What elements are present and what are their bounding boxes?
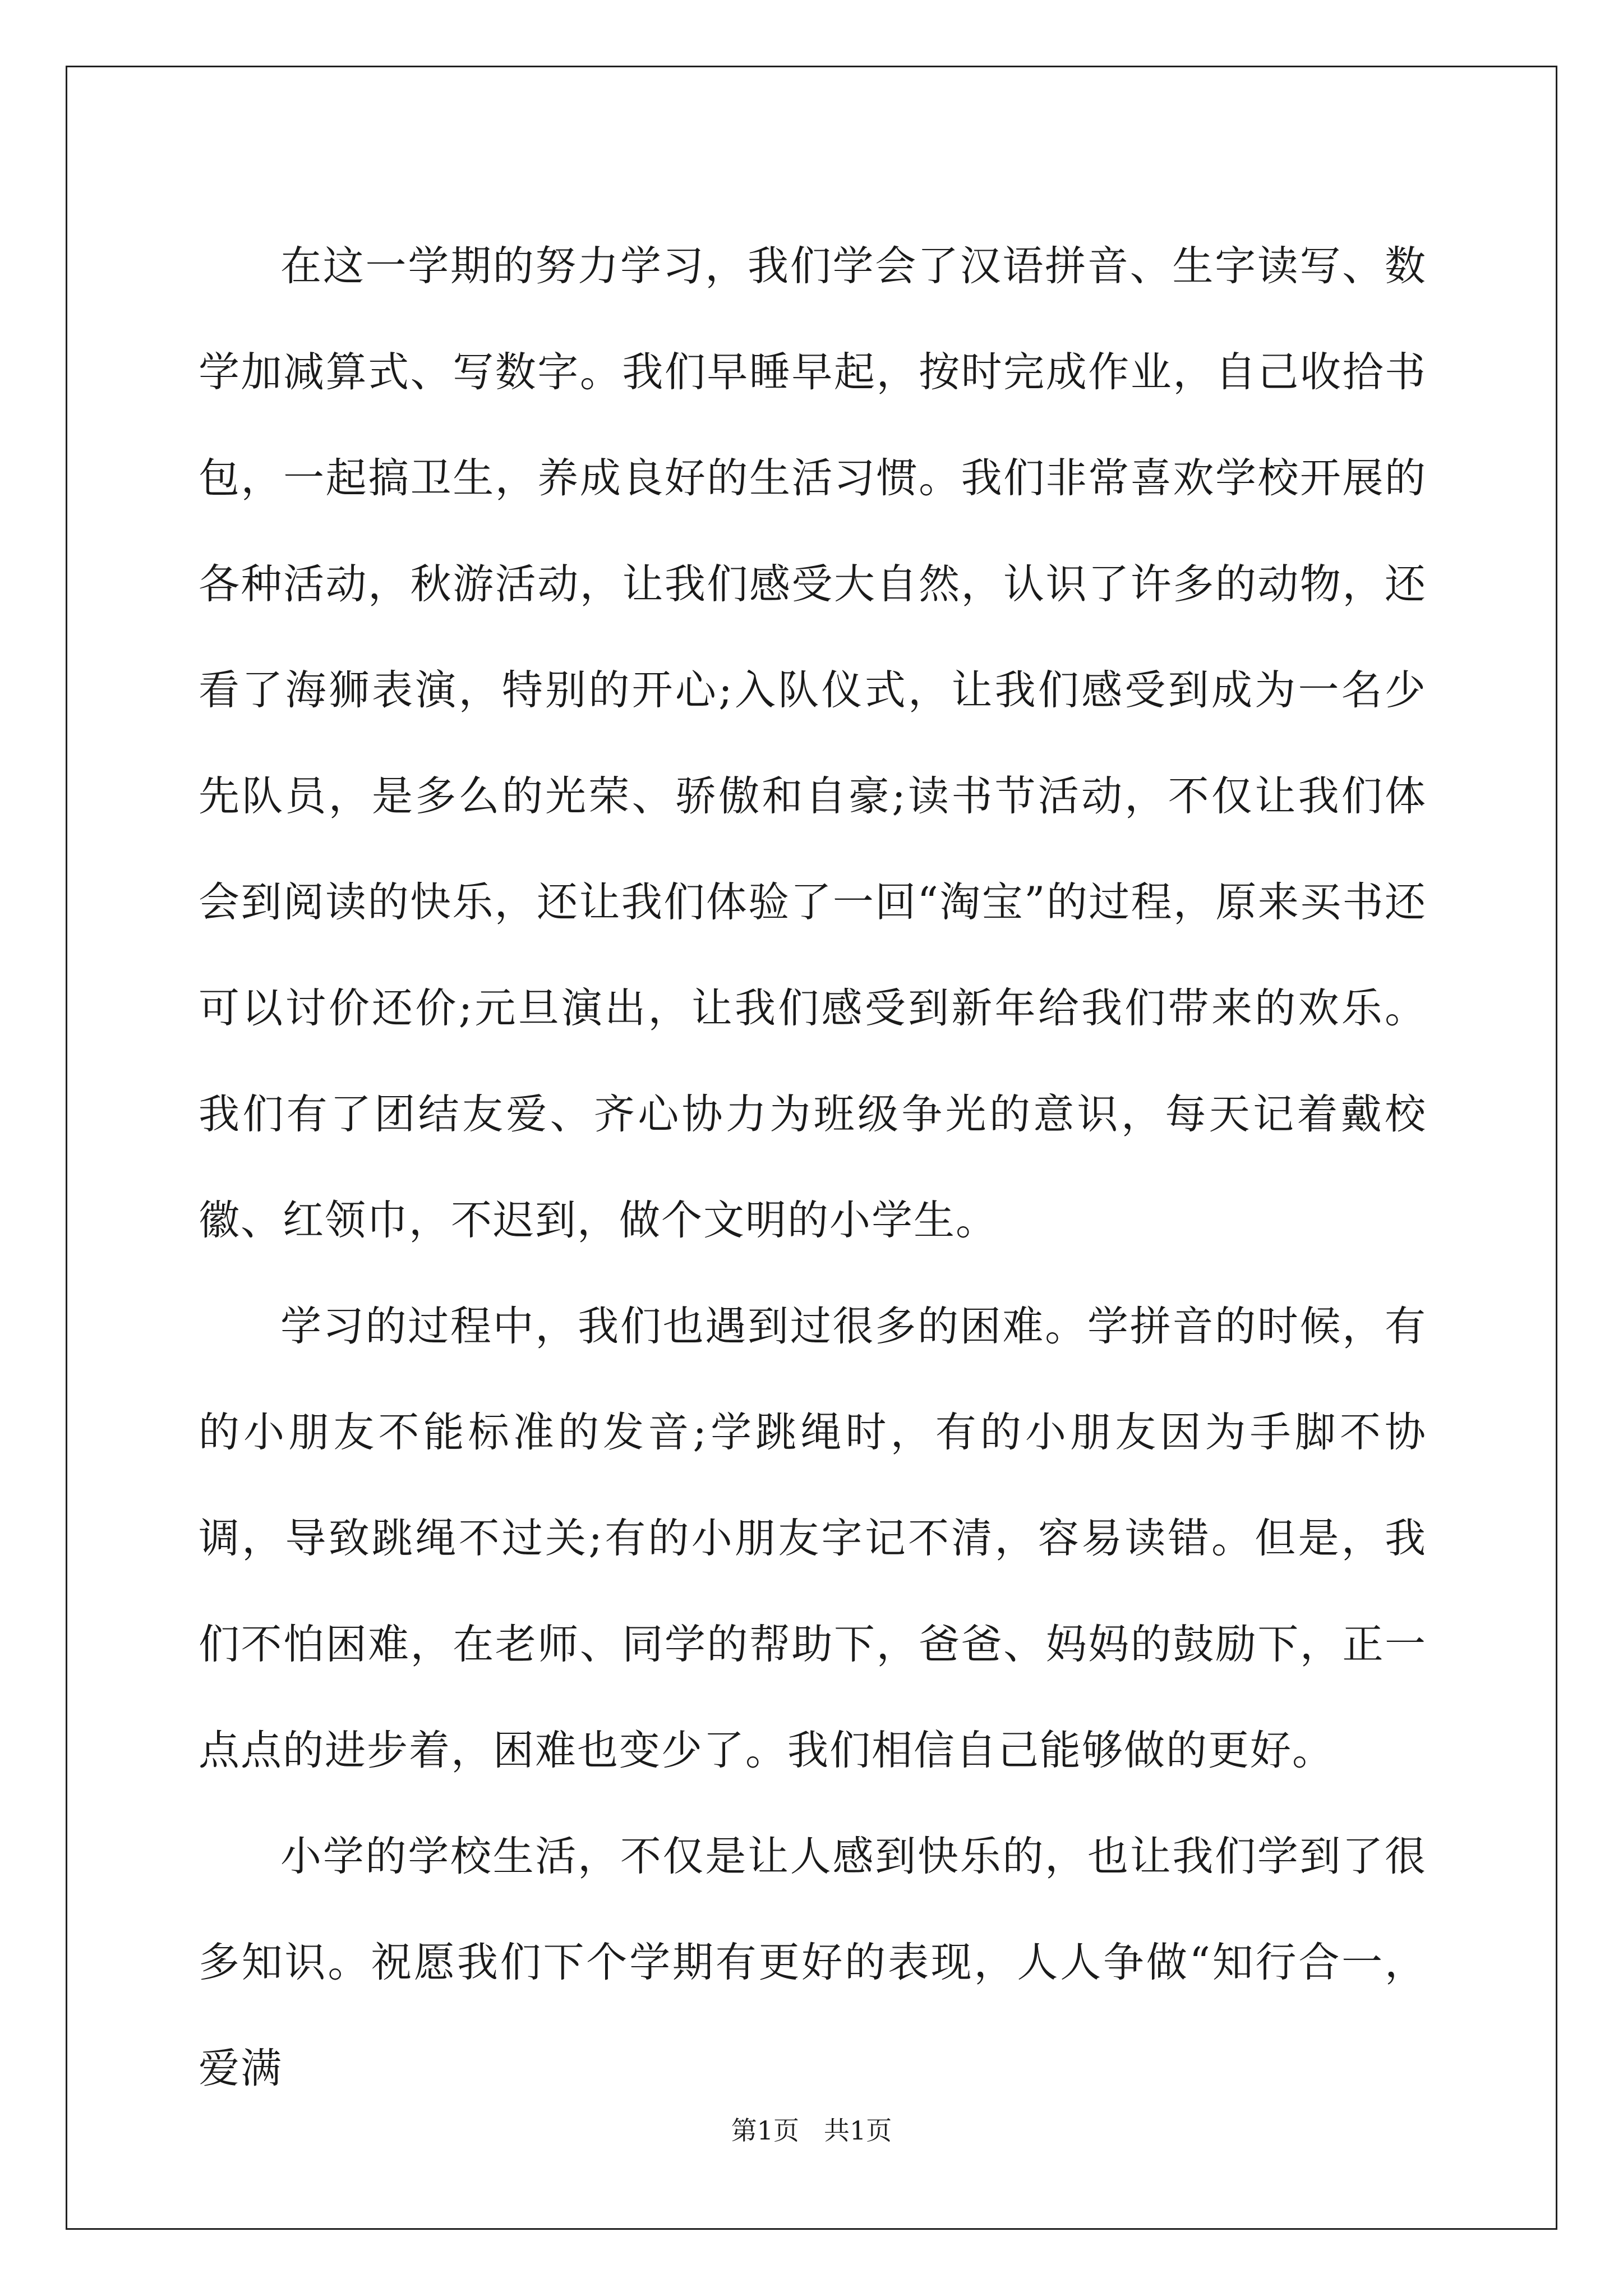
document-body	[199, 213, 1427, 2122]
page-number: 第1页	[731, 2115, 800, 2146]
paragraph-1: 在这一学期的努力学习，我们学会了汉语拼音、生字读写、数学加减算式、写数字。我们早睡早起，按时完成作业，自己收拾书包，一起搞卫生，养成良好的生活习惯。我们非常喜欢学校开展的各种活动，秋游活动，让我们感受大自然，认识了许多的动物，还看了海狮表演，特别的开心;入队仪式，让我们感受到成为一名少先队员，是多么的光荣、骄傲和自豪;读书节活动，不仅让我们体会到阅读的快乐，还让我们体验了一回“淘宝”的过程，原来买书还可以讨价还价;元旦演出，让我们感受到新年给我们带来的欢乐。我们有了团结友爱、齐心协力为班级争光的意识，每天记着戴校徽、红领巾，不迟到，做个文明的小学生。	[199, 242, 1427, 1244]
page-footer	[0, 2114, 1623, 2147]
page-total: 共1页	[823, 2115, 892, 2146]
paragraph-3: 小学的学校生活，不仅是让人感到快乐的，也让我们学到了很多知识。祝愿我们下个学期有更好的表现，人人争做“知行合一，爱满	[199, 1833, 1427, 2092]
paragraph-2: 学习的过程中，我们也遇到过很多的困难。学拼音的时候，有的小朋友不能标准的发音;学跳绳时，有的小朋友因为手脚不协调，导致跳绳不过关;有的小朋友字记不清，容易读错。但是，我们不怕困难，在老师、同学的帮助下，爸爸、妈妈的鼓励下，正一点点的进步着，困难也变少了。我们相信自己能够做的更好。	[199, 1303, 1427, 1774]
